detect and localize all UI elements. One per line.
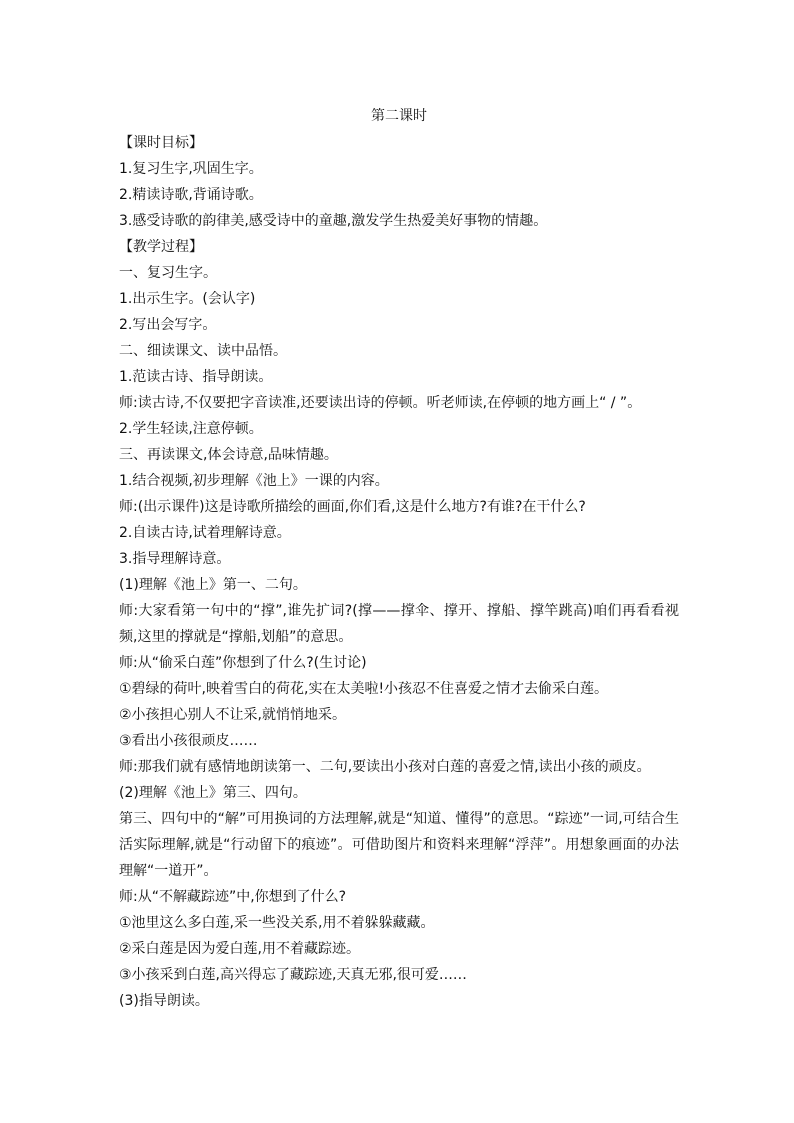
answer-item: ③小孩采到白莲,高兴得忘了藏踪迹,天真无邪,很可爱…… [119,967,467,983]
teacher-line: 师:从“偷采白莲”你想到了什么?(生讨论) [119,655,367,671]
teacher-line: 师:读古诗,不仅要把字音读准,还要读出诗的停顿。听老师读,在停顿的地方画上“ / ”。 [119,395,642,411]
explanation-paragraph: 第三、四句中的“解”可用换词的方法理解,就是“知道、懂得”的意思。“踪迹”一词,可结合生活实际理解,就是“行动留下的痕迹”。可借助图片和资料来理解“浮萍”。用想象画面的办法理解“一道开”。 [119,811,679,879]
objective-item: 1.复习生字,巩固生字。 [119,161,263,177]
teacher-line: 师:(出示课件)这是诗歌所描绘的画面,你们看,这是什么地方?有谁?在干什么? [119,499,586,515]
process-step: 三、再读课文,体会诗意,品味情趣。 [119,447,338,463]
process-step: 1.结合视频,初步理解《池上》一课的内容。 [119,473,389,489]
objective-item: 3.感受诗歌的韵律美,感受诗中的童趣,激发学生热爱美好事物的情趣。 [119,213,548,229]
section-heading-objectives: 【课时目标】 [119,135,203,151]
process-step: 1.出示生字。(会认字) [119,291,256,307]
process-step: 2.自读古诗,试着理解诗意。 [119,525,291,541]
teacher-line: 师:那我们就有感情地朗读第一、二句,要读出小孩对白莲的喜爱之情,读出小孩的顽皮。 [119,759,651,775]
teacher-line: 师:从“不解藏踪迹”中,你想到了什么? [119,889,347,905]
process-step: 1.范读古诗、指导朗读。 [119,369,273,385]
process-step: (1)理解《池上》第一、二句。 [119,577,307,593]
process-step: 3.指导理解诗意。 [119,551,231,567]
process-step: (3)指导朗读。 [119,993,209,1009]
lesson-plan-content [119,104,679,1014]
process-step: (2)理解《池上》第三、四句。 [119,785,307,801]
answer-item: ②小孩担心别人不让采,就悄悄地采。 [119,707,347,723]
objective-item: 2.精读诗歌,背诵诗歌。 [119,187,263,203]
answer-item: ③看出小孩很顽皮…… [119,733,258,749]
section-heading-process: 【教学过程】 [119,239,203,255]
answer-item: ①碧绿的荷叶,映着雪白的荷花,实在太美啦!小孩忍不住喜爱之情才去偷采白莲。 [119,681,609,697]
process-step: 2.写出会写字。 [119,317,217,333]
process-step: 二、细读课文、读中品悟。 [119,343,287,359]
page-title: 第二课时 [371,108,427,124]
answer-item: ①池里这么多白莲,采一些没关系,用不着躲躲藏藏。 [119,915,435,931]
process-step: 2.学生轻读,注意停顿。 [119,421,263,437]
teacher-paragraph: 师:大家看第一句中的“撑”,谁先扩词?(撑——撑伞、撑开、撑船、撑竿跳高)咱们再看看视频,这里的撑就是“撑船,划船”的意思。 [119,603,679,645]
process-step: 一、复习生字。 [119,265,217,281]
answer-item: ②采白莲是因为爱白莲,用不着藏踪迹。 [119,941,360,957]
